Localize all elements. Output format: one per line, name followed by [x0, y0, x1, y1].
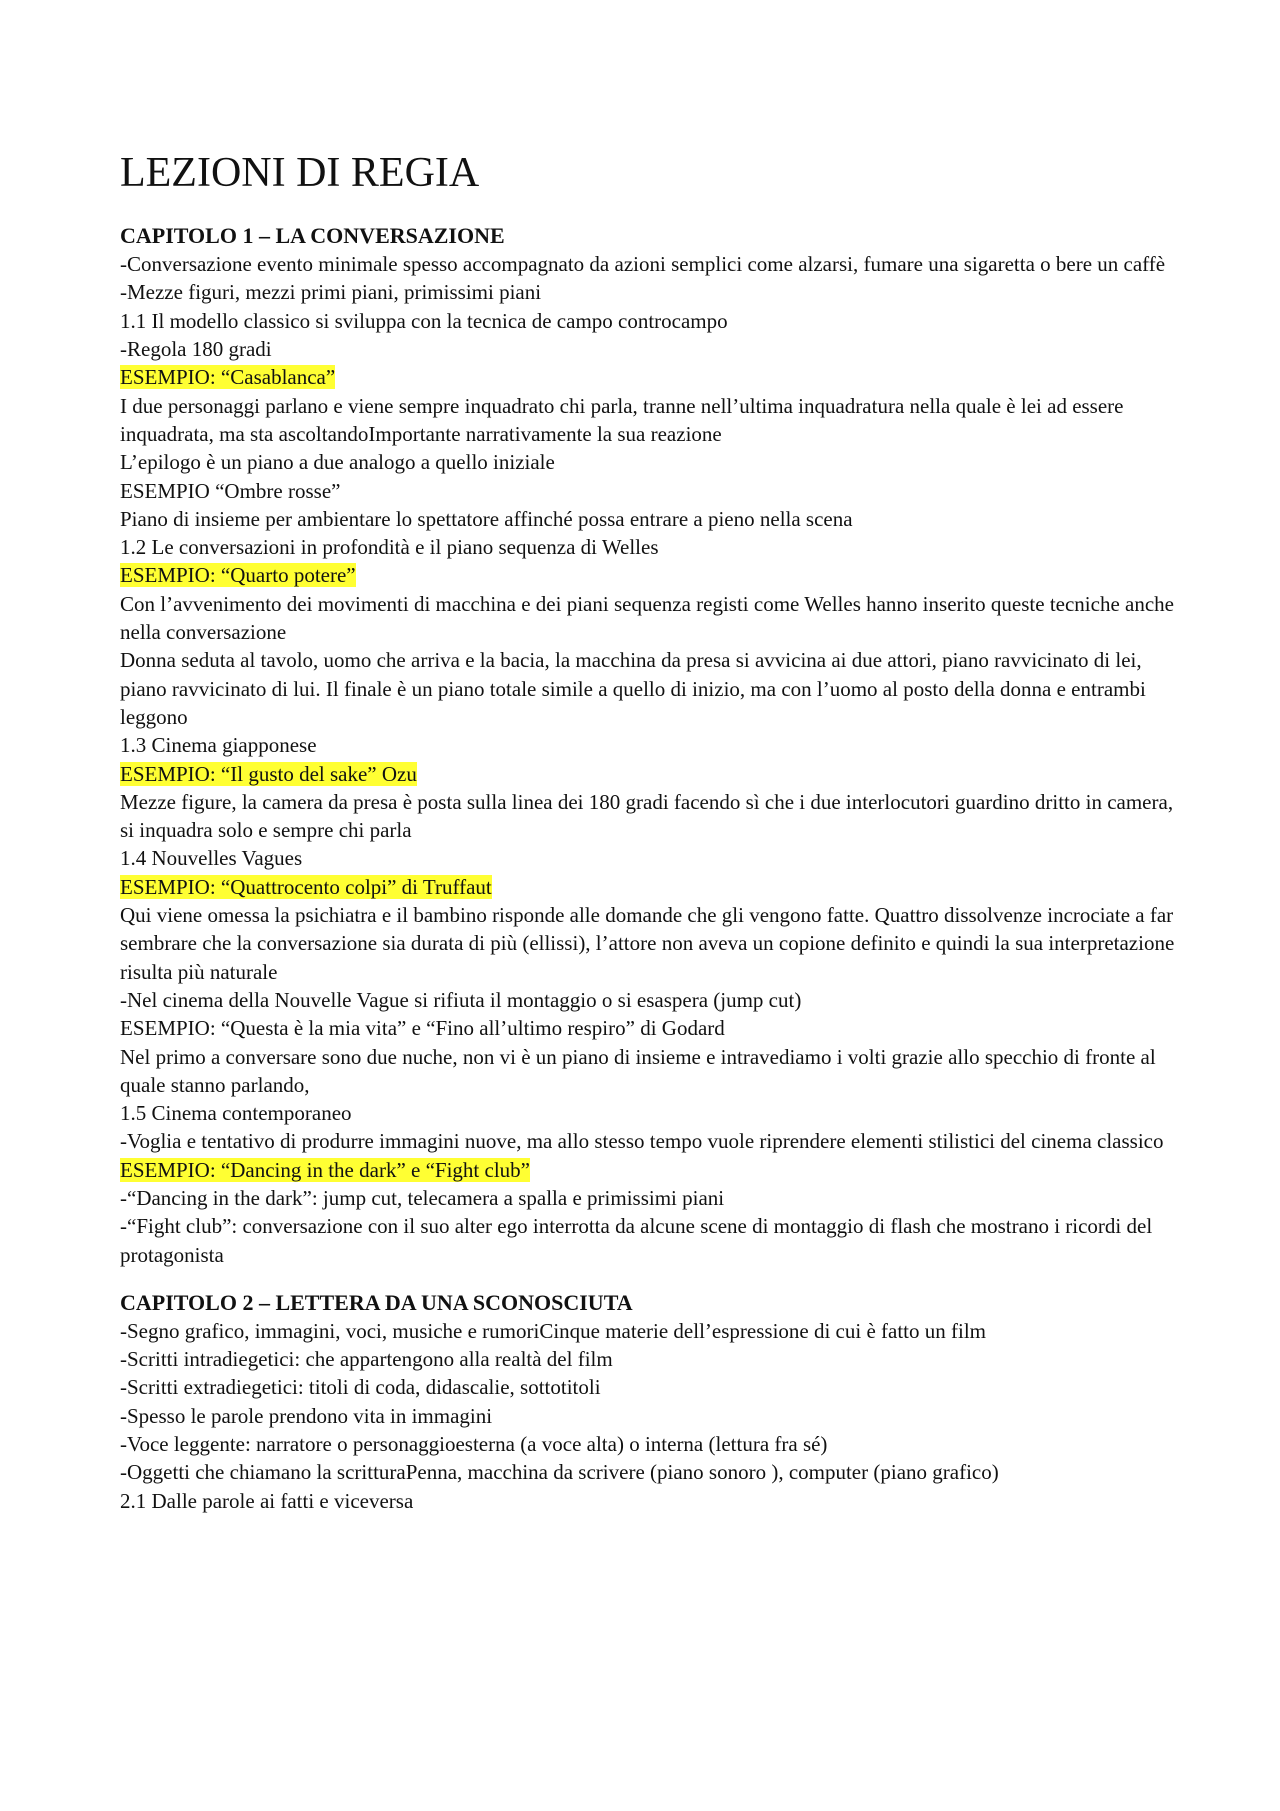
paragraph-line: -Segno grafico, immagini, voci, musiche e rumoriCinque materie dell’espressione di cui è fatto un film: [120, 1318, 987, 1343]
chapter-1-heading: CAPITOLO 1 – LA CONVERSAZIONE: [120, 223, 505, 249]
paragraph-line: Nel primo a conversare sono due nuche, non vi è un piano di insieme e intravediamo i volti grazie allo specchio di fronte al quale stanno parlando,: [120, 1044, 1156, 1097]
chapter-2-heading: CAPITOLO 2 – LETTERA DA UNA SCONOSCIUTA: [120, 1289, 633, 1315]
paragraph-line: -Voce leggente: narratore o personaggioesterna (a voce alta) o interna (lettura fra sé): [120, 1432, 828, 1457]
paragraph-line: Qui viene omessa la psichiatra e il bambino risponde alle domande che gli vengono fatte. Quattro dissolvenze incrociate a far sembrare che la conversazione sia durata di più (ellissi), l’attore non aveva un copione definito e quindi la sua interpretazione risulta più naturale: [120, 903, 1175, 984]
paragraph-line: I due personaggi parlano e viene sempre inquadrato chi parla, tranne nell’ultima inquadratura nella quale è lei ad essere inquadrata, ma sta ascoltandoImportante narrativamente la sua reazione: [120, 393, 1124, 446]
paragraph-line: -Voglia e tentativo di produrre immagini nuove, ma allo stesso tempo vuole riprendere elementi stilistici del cinema classico: [120, 1129, 1164, 1154]
example-line: [120, 561, 1180, 589]
section-heading: 1.2 Le conversazioni in profondità e il piano sequenza di Welles: [120, 535, 659, 560]
paragraph-line: -Conversazione evento minimale spesso accompagnato da azioni semplici come alzarsi, fumare una sigaretta o bere un caffè: [120, 252, 1166, 277]
paragraph-line: -Scritti extradiegetici: titoli di coda, didascalie, sottotitoli: [120, 1375, 601, 1400]
section-heading: 1.4 Nouvelles Vagues: [120, 846, 303, 871]
paragraph-line: -Regola 180 gradi: [120, 337, 272, 362]
paragraph-line: L’epilogo è un piano a due analogo a quello iniziale: [120, 450, 555, 475]
highlighted-example: ESEMPIO: “Il gusto del sake” Ozu: [120, 761, 417, 786]
paragraph-line: -Mezze figuri, mezzi primi piani, primissimi piani: [120, 280, 542, 305]
example-line: [120, 760, 1180, 788]
section-heading: 2.1 Dalle parole ai fatti e viceversa: [120, 1488, 414, 1513]
paragraph-line: -Nel cinema della Nouvelle Vague si rifiuta il montaggio o si esaspera (jump cut): [120, 987, 802, 1012]
example-line: [120, 1156, 1180, 1184]
example-line: [120, 363, 1180, 391]
paragraph-line: Con l’avvenimento dei movimenti di macchina e dei piani sequenza registi come Welles hanno inserito queste tecniche anche nella conversazione: [120, 591, 1174, 645]
paragraph-line: -Scritti intradiegetici: che appartengono alla realtà del film: [120, 1347, 613, 1372]
example-line: ESEMPIO “Ombre rosse”: [120, 478, 341, 503]
paragraph-line: Piano di insieme per ambientare lo spettatore affinché possa entrare a pieno nella scena: [120, 506, 853, 531]
highlighted-example: ESEMPIO: “Dancing in the dark” e “Fight club”: [120, 1157, 530, 1182]
document-title: LEZIONI DI REGIA: [120, 150, 480, 196]
section-heading: 1.5 Cinema contemporaneo: [120, 1101, 352, 1126]
highlighted-example: ESEMPIO: “Quattrocento colpi” di Truffaut: [120, 874, 492, 899]
paragraph-line: -“Dancing in the dark”: jump cut, telecamera a spalla e primissimi piani: [120, 1185, 725, 1210]
paragraph-line: Mezze figure, la camera da presa è posta sulla linea dei 180 gradi facendo sì che i due interlocutori guardino dritto in camera, si inquadra solo e sempre chi parla: [120, 789, 1174, 843]
section-heading: 1.1 Il modello classico si sviluppa con la tecnica de campo controcampo: [120, 308, 728, 333]
example-line: ESEMPIO: “Questa è la mia vita” e “Fino all’ultimo respiro” di Godard: [120, 1016, 725, 1041]
paragraph-line: -Oggetti che chiamano la scritturaPenna, macchina da scrivere (piano sonoro ), computer (piano grafico): [120, 1460, 999, 1485]
paragraph-line: Donna seduta al tavolo, uomo che arriva e la bacia, la macchina da presa si avvicina ai due attori, piano ravvicinato di lei, piano ravvicinato di lui. Il finale è un piano totale simile a quello di inizio, ma con l’uomo al posto della donna e entrambi leggono: [120, 648, 1146, 729]
paragraph-line: -“Fight club”: conversazione con il suo alter ego interrotta da alcune scene di montaggio di flash che mostrano i ricordi del protagonista: [120, 1214, 1153, 1267]
section-heading: 1.3 Cinema giapponese: [120, 733, 317, 758]
highlighted-example: ESEMPIO: “Quarto potere”: [120, 563, 356, 588]
paragraph-line: -Spesso le parole prendono vita in immagini: [120, 1403, 493, 1428]
highlighted-example: ESEMPIO: “Casablanca”: [120, 365, 336, 390]
example-line: [120, 873, 1180, 901]
document-page: [120, 150, 1180, 1515]
